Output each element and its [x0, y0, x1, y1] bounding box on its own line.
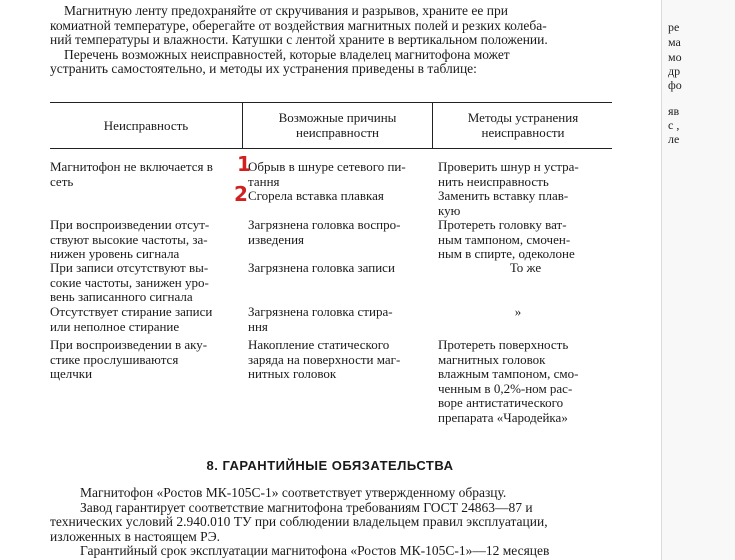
fragment-line: ле: [668, 132, 680, 146]
fragment-line: фо: [668, 78, 682, 92]
cell-line: Загрязнена головка записи: [248, 260, 395, 275]
table-cell-fault: [50, 261, 240, 305]
cell-line: вень записанного сигнала: [50, 289, 193, 304]
cell-line: ння: [248, 318, 268, 334]
table-cell-cause: [248, 160, 434, 189]
table-header-rule: [50, 148, 612, 149]
cell-line: ным в спирте, одеколоне: [438, 246, 575, 261]
header-cause-line: неисправностн: [295, 125, 379, 140]
intro-line: Магнитную ленту предохраняйте от скручивания и разрывов, храните ее при: [64, 3, 508, 18]
section-line: Магнитофон «Ростов МК-105С-1» соответствует утвержденному образцу.: [80, 485, 507, 500]
cell-line: тання: [248, 173, 280, 189]
intro-line: Перечень возможных неисправностей, которые владелец магнитофона может: [64, 46, 510, 62]
cell-line: Отсутствует стирание записи: [50, 304, 213, 319]
fragment-line: мо: [668, 50, 682, 64]
scan-speck: [661, 346, 662, 349]
section-paragraph: [50, 486, 610, 559]
cell-line: Накопление статического: [248, 337, 390, 352]
table-cell-fault: [50, 218, 240, 262]
cell-line: щелчки: [50, 366, 93, 381]
cell-line: препарата «Чародейка»: [438, 409, 568, 425]
cell-line: нитных головок: [248, 366, 337, 381]
table-cell-fix: [438, 261, 613, 276]
cell-line: нижен уровень сигнала: [50, 246, 180, 261]
header-cause: [243, 110, 432, 140]
section-line: Гарантийный срок эксплуатации магнитофона «Ростов МК-105С-1»—12 месяцев: [80, 543, 550, 558]
header-fault: Неисправность: [103, 118, 189, 133]
cell-line: При воспроизведении в аку-: [50, 337, 208, 352]
table-cell-fault: [50, 160, 240, 189]
cell-line: Протереть поверхность: [438, 337, 569, 352]
header-cause-line: Возможные причины: [278, 110, 397, 125]
cell-line: При воспроизведении отсут-: [50, 217, 210, 232]
header-fix-line: Методы устранения: [467, 110, 579, 125]
table-cell-fix: [438, 338, 613, 425]
intro-line: устранить самостоятельно, и методы их устранения приведены в таблице:: [50, 61, 477, 76]
handwritten-marker-2: 2: [234, 182, 248, 206]
cell-line: »: [514, 304, 522, 319]
section-line: Завод гарантирует соответствие магнитофона требованиям ГОСТ 24863—87 и: [80, 499, 533, 515]
table-cell-fix: [438, 305, 598, 320]
table-cell-cause: [248, 338, 434, 382]
cell-line: сокие частоты, занижен уро-: [50, 274, 209, 290]
intro-paragraph: [50, 4, 610, 77]
table-cell-fix: [438, 189, 613, 218]
fragment-line: ма: [668, 35, 681, 49]
cell-line: стике прослушиваются: [50, 351, 179, 367]
cell-line: воре антистатического: [438, 395, 564, 410]
cell-line: Заменить вставку плав-: [438, 188, 569, 203]
intro-line: ний температуры и влажности. Катушки с лентой храните в вертикальном положении.: [50, 32, 548, 47]
cell-line: или неполное стирание: [50, 318, 180, 334]
cell-line: Загрязнена головка стира-: [248, 304, 393, 319]
fragment-line: яв: [668, 104, 680, 118]
cell-line: сеть: [50, 173, 74, 189]
table-cell-fix: [438, 218, 613, 262]
cell-line: нить неисправность: [438, 173, 549, 189]
cell-line: заряда на поверхности маг-: [248, 351, 401, 367]
header-fix-line: неисправности: [481, 125, 565, 140]
cell-line: магнитных головок: [438, 351, 546, 367]
cell-line: Магнитофон не включается в: [50, 159, 213, 174]
cell-line: При записи отсутствуют вы-: [50, 260, 209, 275]
intro-line: комиатной температуре, оберегайте от воздействия магнитных полей и резких колеба-: [50, 17, 547, 33]
table-cell-fix: [438, 160, 613, 189]
cell-line: ченным в 0,2%-ном рас-: [438, 380, 573, 396]
cell-line: Протереть головку ват-: [438, 217, 567, 232]
adjacent-page-fragment: [661, 0, 735, 560]
cell-line: Обрыв в шнуре сетевого пи-: [248, 159, 406, 174]
section-line: изложенных в настоящем РЭ.: [50, 528, 220, 544]
table-cell-fault: [50, 338, 240, 382]
section-line: технических условий 2.940.010 ТУ при соблюдении владельцем правил эксплуатации,: [50, 514, 548, 529]
table-cell-cause: [248, 261, 434, 276]
cell-line: То же: [509, 260, 542, 275]
fragment-line: ре: [668, 20, 680, 34]
cell-line: Загрязнена головка воспро-: [248, 217, 401, 232]
cell-line: кую: [438, 202, 461, 218]
cell-line: влажным тампоном, смо-: [438, 366, 579, 381]
table-cell-fault: [50, 305, 240, 334]
cell-line: Сгорела вставка плавкая: [248, 188, 384, 203]
cell-line: изведения: [248, 231, 305, 247]
header-fix: [433, 110, 613, 140]
section-heading: 8. ГАРАНТИЙНЫЕ ОБЯЗАТЕЛЬСТВА: [206, 458, 454, 473]
cell-line: ным тампоном, смочен-: [438, 231, 571, 247]
cell-line: ствуют высокие частоты, за-: [50, 231, 208, 247]
handwritten-marker-1: 1: [237, 152, 251, 176]
table-cell-cause: [248, 189, 434, 204]
table-cell-cause: [248, 218, 434, 247]
fragment-line: с ,: [668, 118, 680, 132]
table-cell-cause: [248, 305, 434, 334]
fragment-line: др: [668, 64, 681, 78]
table-top-rule: [50, 102, 612, 103]
cell-line: Проверить шнур н устра-: [438, 159, 579, 174]
